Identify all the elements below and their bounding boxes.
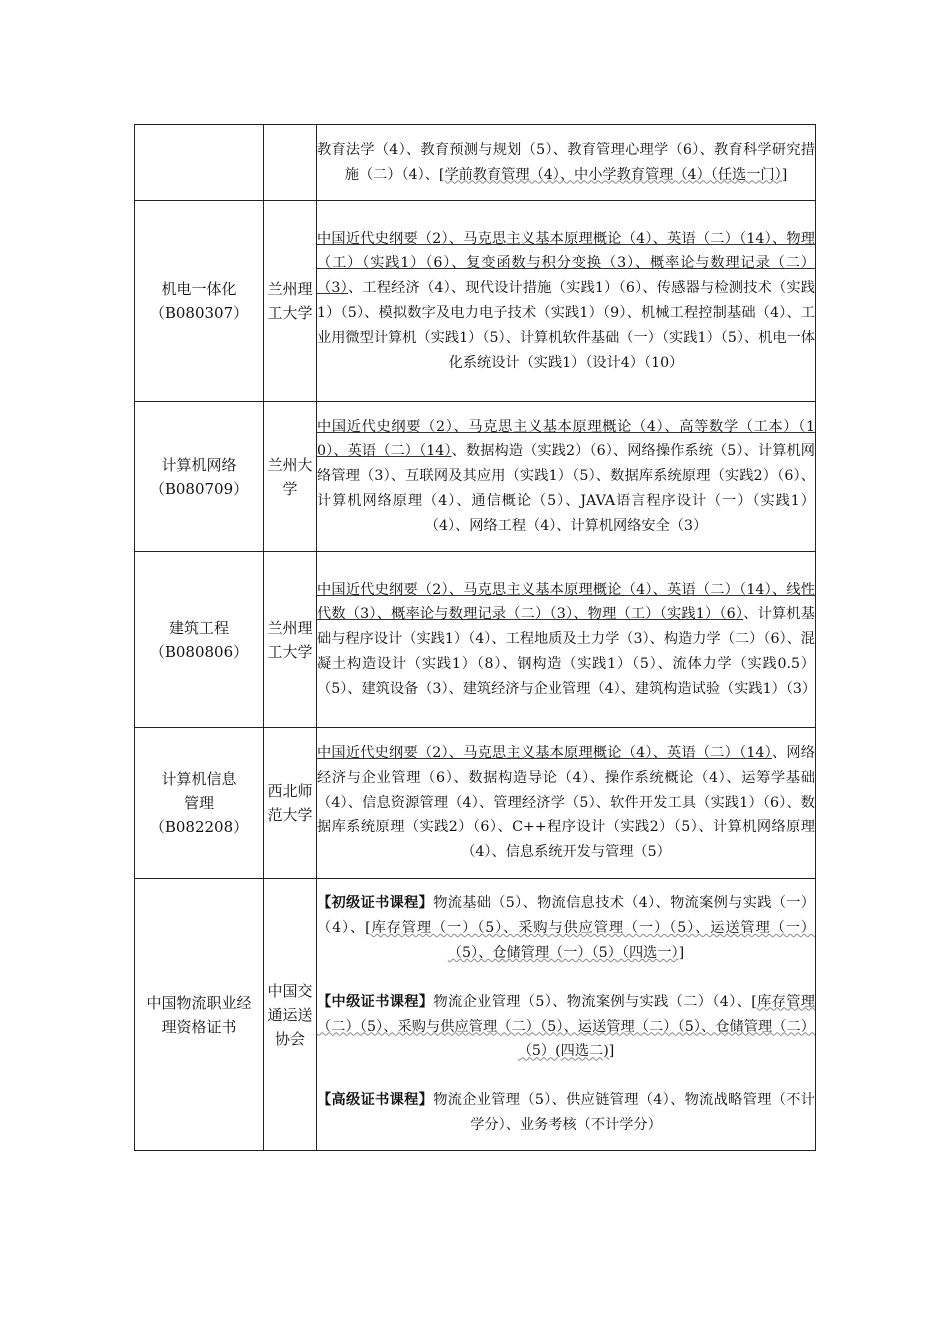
major-cell <box>135 552 264 728</box>
courses-required: 中国近代史纲要（2）、马克思主义基本原理概论（4）、高等数学（工本）（10）、英语（二）（14） <box>317 418 815 460</box>
school-cell <box>264 879 317 1151</box>
major-cell <box>135 728 264 879</box>
school-name: 兰州理工大学 <box>267 280 313 322</box>
major-name: 建筑工程 <box>168 618 229 637</box>
table-row <box>135 728 816 879</box>
courses-cell <box>317 402 816 552</box>
courses-plain: 、网络经济与企业管理（6）、数据构造导论（4）、操作系统概论（4）、运筹学基础（4）、信息资源管理（4）、管理经济学（5）、软件开发工具（实践1）（6）、数据库系统原理（实践2）（6）、C++程序设计（实践2）（5）、计算机网络原理（4）、信息系统开发与管理（5） <box>317 745 815 861</box>
cert-spacer <box>317 1064 815 1088</box>
cert-junior-courses: 物流基础（5）、物流信息技术（4）、物流案例与实践（一）（4）、 <box>317 895 815 937</box>
courses-required: 中国近代史纲要（2）、马克思主义基本原理概论（4）、英语（二）（14）、线性代数（3）、概率论与数理记录（二）（3）、物理（工）（实践1）（6） <box>317 581 815 623</box>
courses-cell <box>317 201 816 402</box>
major-code: （B082208） <box>149 818 249 836</box>
school-name: 西北师范大学 <box>267 782 313 824</box>
school-name: 中国交通运送协会 <box>267 981 313 1048</box>
table-row <box>135 201 816 402</box>
major-code: （B080307） <box>149 304 249 322</box>
courses-cell <box>317 728 816 879</box>
courses-plain: 、数据构造（实践2）（6）、网络操作系统（5）、计算机网络管理（3）、互联网及其应用（实践1）（5）、数据库系统原理（实践2）（6）、计算机网络原理（4）、通信概论（5）、JAVA语言程序设计（一）（实践1）（4）、网络工程（4）、计算机网络安全（3） <box>317 443 815 534</box>
school-name: 兰州理工大学 <box>267 618 313 661</box>
major-name: 中国物流职业经理资格证书 <box>146 993 252 1036</box>
school-cell <box>264 402 317 552</box>
cert-senior-heading: 【高级证书课程】 <box>317 1092 434 1109</box>
major-name: 计算机网络 <box>161 455 237 474</box>
courses-cell <box>317 552 816 728</box>
cert-mid-heading: 【中级证书课程】 <box>317 993 434 1010</box>
courses-plain: 、工程经济（4）、现代设计措施（实践1）（6）、传感器与检测技术（实践1）（5）、模拟数字及电力电子技术（实践1）（9）、机械工程控制基础（4）、工业用微型计算机（实践1）（5）、计算机软件基础（一）（实践1）（5）、机电一体化系统设计（实践1）（设计4）（10） <box>317 280 815 371</box>
school-cell <box>264 201 317 402</box>
courses-required: 中国近代史纲要（2）、马克思主义基本原理概论（4）、英语（二）（14）、物理（工）（实践1）（6）、复变函数与积分变换（3）、概率论与数理记录（二）（3） <box>317 230 815 297</box>
major-cell <box>135 879 264 1151</box>
cert-mid <box>317 990 815 1064</box>
table-row <box>135 125 816 201</box>
table-row <box>135 879 816 1151</box>
school-cell <box>264 728 317 879</box>
school-cell <box>264 125 317 201</box>
cert-senior-courses: 物流企业管理（5）、供应链管理（4）、物流战略管理（不计学分）、业务考核（不计学分） <box>433 1092 815 1133</box>
table-row <box>135 552 816 728</box>
major-name: 机电一体化 <box>161 280 237 298</box>
cert-junior-elective: [库存管理（一）（5）、采购与供应管理（一）（5）、运送管理（一）（5）、仓储管理（一）（5）（四选一）] <box>365 920 815 961</box>
major-course-table <box>134 124 816 1151</box>
table-row <box>135 402 816 552</box>
major-cell <box>135 201 264 402</box>
courses-elective: [学前教育管理（4）、中小学教育管理（4）（任选一门）] <box>438 166 788 183</box>
cert-junior <box>317 891 815 965</box>
major-name: 计算机信息管理 <box>161 770 237 812</box>
school-name: 兰州大学 <box>267 455 313 498</box>
courses-plain: 、计算机基础与程序设计（实践1）（4）、工程地质及土力学（3）、构造力学（二）（6）、混凝土构造设计（实践1）（8）、钢构造（实践1）（5）、流体力学（实践0.5）（5）、建筑设备（3）、建筑经济与企业管理（4）、建筑构造试验（实践1）（3） <box>317 606 817 697</box>
major-cell <box>135 402 264 552</box>
cert-mid-elective: [库存管理（二）（5）、采购与供应管理（二）（5）、运送管理（二）（5）、仓储管理（二）（5）(四选二)] <box>317 993 815 1060</box>
major-code: （B080806） <box>149 642 249 661</box>
school-cell <box>264 552 317 728</box>
major-cell <box>135 125 264 201</box>
major-code: （B080709） <box>149 479 249 498</box>
courses-plain: 教育法学（4）、教育预测与规划（5）、教育管理心理学（6）、教育科学研究措施（二）（4）、 <box>317 141 815 183</box>
courses-required: 中国近代史纲要（2）、马克思主义基本原理概论（4）、英语（二）（14） <box>317 745 772 761</box>
cert-mid-courses: 物流企业管理（5）、物流案例与实践（二）（4）、 <box>433 993 752 1010</box>
courses-cell <box>317 125 816 201</box>
cert-senior <box>317 1088 815 1138</box>
courses-cell <box>317 879 816 1151</box>
cert-spacer <box>317 966 815 990</box>
cert-junior-heading: 【初级证书课程】 <box>317 895 434 912</box>
